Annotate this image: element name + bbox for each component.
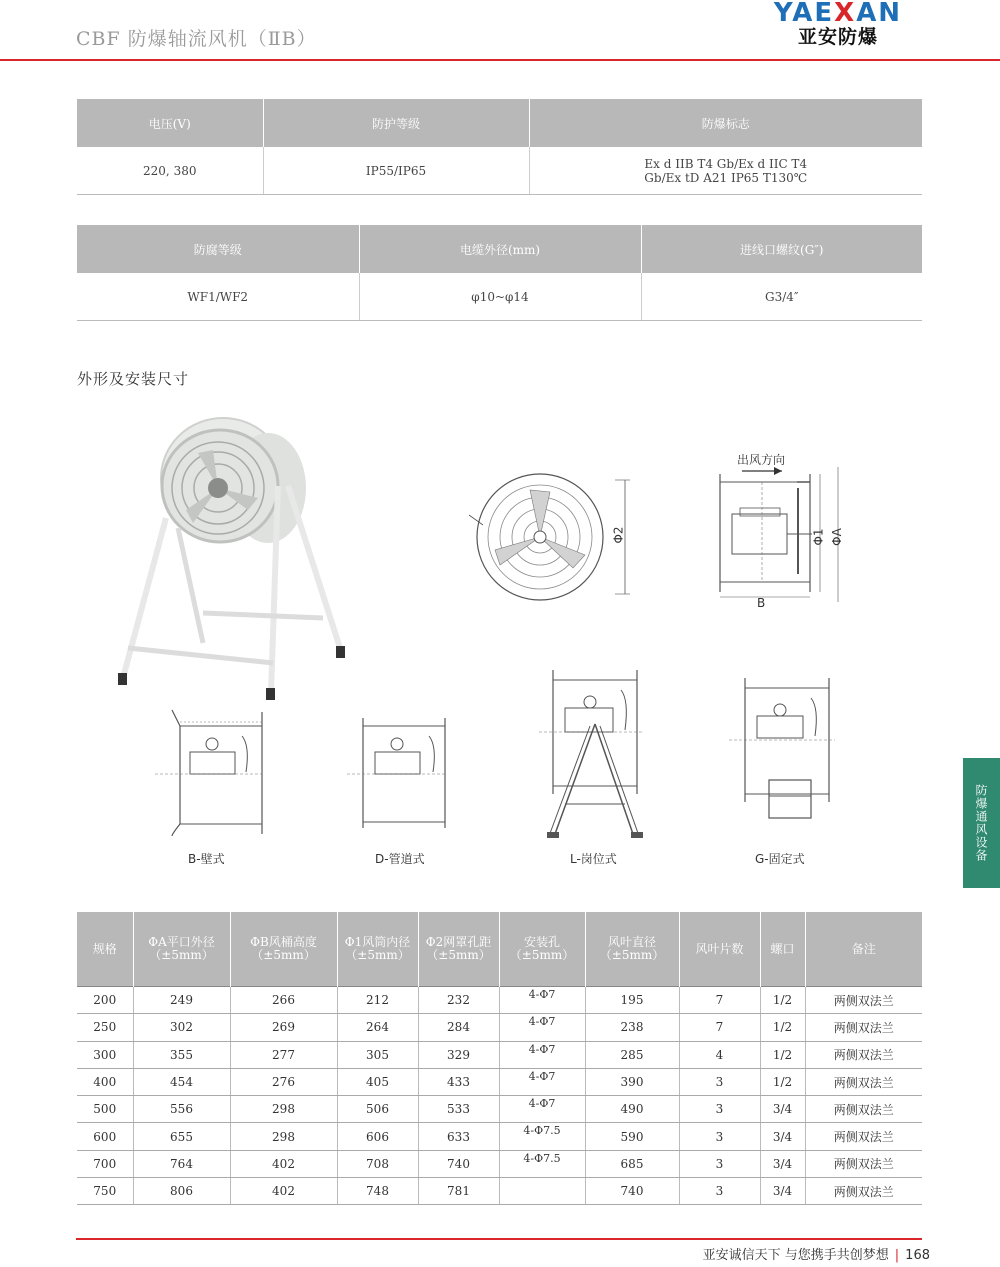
- table-cell: 454: [133, 1068, 230, 1095]
- logo-chinese-name: 亚安防爆: [797, 26, 878, 48]
- table-cell: 708: [337, 1150, 418, 1177]
- table-cell: 1/2: [760, 1068, 805, 1095]
- dims-header-8: 螺口: [760, 912, 805, 987]
- table-cell: 两侧双法兰: [805, 1096, 922, 1123]
- table-cell: 3: [679, 1150, 760, 1177]
- table-row: [77, 1178, 922, 1205]
- dimensions-table: [77, 912, 922, 1205]
- table-cell: 402: [230, 1178, 337, 1205]
- dims-header-4: Φ2网罩孔距 （±5mm）: [418, 912, 499, 987]
- spec-table-installation: [77, 225, 922, 321]
- header-voltage: 电压(V): [77, 99, 263, 147]
- table-cell: 4-Φ7.5: [499, 1150, 585, 1177]
- table-cell: 232: [418, 987, 499, 1014]
- duct-mount-drawing: [345, 712, 455, 832]
- brand-logo: [768, 0, 908, 48]
- post-mount-drawing: [535, 664, 655, 844]
- table-cell: 4: [679, 1041, 760, 1068]
- table-cell: 400: [77, 1068, 133, 1095]
- table-cell: 212: [337, 987, 418, 1014]
- table-cell: [499, 1178, 585, 1205]
- table-cell: 740: [585, 1178, 679, 1205]
- header-corrosion: 防腐等级: [77, 225, 359, 273]
- wall-mount-drawing: [150, 706, 270, 841]
- table-cell: 533: [418, 1096, 499, 1123]
- table-cell: 764: [133, 1150, 230, 1177]
- table-cell: 两侧双法兰: [805, 987, 922, 1014]
- table-cell: 329: [418, 1041, 499, 1068]
- value-thread: G3/4″: [641, 273, 922, 321]
- table-cell: 590: [585, 1123, 679, 1150]
- table-cell: 284: [418, 1014, 499, 1041]
- table-cell: 556: [133, 1096, 230, 1123]
- page-number: 168: [905, 1248, 930, 1263]
- dim-phi2: Φ2: [611, 526, 626, 544]
- footer: 亚安诚信天下 与您携手共创梦想 | 168: [702, 1248, 930, 1263]
- table-cell: 3: [679, 1123, 760, 1150]
- table-cell: 1/2: [760, 1014, 805, 1041]
- table-cell: 3/4: [760, 1096, 805, 1123]
- table-cell: 500: [77, 1096, 133, 1123]
- table-cell: 390: [585, 1068, 679, 1095]
- footer-slogan: 亚安诚信天下 与您携手共创梦想: [702, 1248, 889, 1263]
- fan-photo: [108, 408, 348, 703]
- value-voltage: 220, 380: [77, 147, 263, 195]
- dims-header-5: 安装孔 （±5mm）: [499, 912, 585, 987]
- spec-table-electrical: [77, 99, 922, 195]
- header-divider: [0, 59, 1000, 61]
- table-cell: 4-Φ7: [499, 1014, 585, 1041]
- table-cell: 200: [77, 987, 133, 1014]
- table-row: [77, 1150, 922, 1177]
- table-cell: 3: [679, 1178, 760, 1205]
- table-cell: 1/2: [760, 987, 805, 1014]
- table-cell: 3: [679, 1096, 760, 1123]
- table-cell: 506: [337, 1096, 418, 1123]
- dims-header-6: 风叶直径 （±5mm）: [585, 912, 679, 987]
- front-view-drawing: [465, 470, 635, 610]
- table-cell: 600: [77, 1123, 133, 1150]
- table-cell: 250: [77, 1014, 133, 1041]
- table-cell: 700: [77, 1150, 133, 1177]
- table-cell: 355: [133, 1041, 230, 1068]
- table-cell: 285: [585, 1041, 679, 1068]
- table-cell: 两侧双法兰: [805, 1150, 922, 1177]
- page-title: CBF 防爆轴流风机（ⅡB）: [76, 28, 317, 50]
- table-cell: 655: [133, 1123, 230, 1150]
- table-cell: 4-Φ7: [499, 1096, 585, 1123]
- table-cell: 3: [679, 1068, 760, 1095]
- logo-wordmark: YAEXAN: [773, 0, 903, 28]
- dims-header-0: 规格: [77, 912, 133, 987]
- dim-phia: ΦA: [829, 528, 844, 546]
- table-cell: 两侧双法兰: [805, 1123, 922, 1150]
- value-cable-diameter: φ10~φ14: [359, 273, 641, 321]
- table-cell: 两侧双法兰: [805, 1041, 922, 1068]
- table-cell: 269: [230, 1014, 337, 1041]
- table-row: [77, 1014, 922, 1041]
- table-row: [77, 1041, 922, 1068]
- value-protection: IP55/IP65: [263, 147, 529, 195]
- header-cable-diameter: 电缆外径(mm): [359, 225, 641, 273]
- table-cell: 3/4: [760, 1150, 805, 1177]
- label-wall-mount: B-壁式: [188, 852, 225, 866]
- table-row: [77, 1068, 922, 1095]
- table-cell: 3/4: [760, 1123, 805, 1150]
- table-cell: 740: [418, 1150, 499, 1177]
- value-corrosion: WF1/WF2: [77, 273, 359, 321]
- header-protection: 防护等级: [263, 99, 529, 147]
- table-row: [77, 1096, 922, 1123]
- dims-header-2: ΦB风桶高度 （±5mm）: [230, 912, 337, 987]
- table-cell: 277: [230, 1041, 337, 1068]
- label-duct-mount: D-管道式: [375, 852, 425, 866]
- dims-header-9: 备注: [805, 912, 922, 987]
- table-cell: 4-Φ7: [499, 987, 585, 1014]
- table-cell: 748: [337, 1178, 418, 1205]
- table-cell: 238: [585, 1014, 679, 1041]
- table-cell: 249: [133, 987, 230, 1014]
- section-title: 外形及安装尺寸: [77, 370, 190, 388]
- table-cell: 3/4: [760, 1178, 805, 1205]
- table-cell: 4-Φ7: [499, 1041, 585, 1068]
- dims-header-3: Φ1风筒内径 （±5mm）: [337, 912, 418, 987]
- table-cell: 4-Φ7: [499, 1068, 585, 1095]
- table-cell: 606: [337, 1123, 418, 1150]
- table-cell: 7: [679, 987, 760, 1014]
- table-cell: 402: [230, 1150, 337, 1177]
- table-cell: 7: [679, 1014, 760, 1041]
- footer-divider: [76, 1238, 922, 1240]
- table-cell: 1/2: [760, 1041, 805, 1068]
- dims-header-7: 风叶片数: [679, 912, 760, 987]
- label-post-mount: L-岗位式: [570, 852, 617, 866]
- table-cell: 633: [418, 1123, 499, 1150]
- table-cell: 300: [77, 1041, 133, 1068]
- table-cell: 4-Φ7.5: [499, 1123, 585, 1150]
- table-cell: 806: [133, 1178, 230, 1205]
- table-row: [77, 987, 922, 1014]
- dim-phi1: Φ1: [811, 528, 826, 546]
- table-cell: 两侧双法兰: [805, 1178, 922, 1205]
- fixed-mount-drawing: [725, 672, 845, 822]
- table-cell: 405: [337, 1068, 418, 1095]
- table-cell: 750: [77, 1178, 133, 1205]
- table-cell: 685: [585, 1150, 679, 1177]
- table-cell: 298: [230, 1123, 337, 1150]
- air-direction-label: 出风方向: [737, 453, 786, 467]
- table-row: [77, 1123, 922, 1150]
- header-thread: 进线口螺纹(G″): [641, 225, 922, 273]
- table-cell: 298: [230, 1096, 337, 1123]
- table-cell: 781: [418, 1178, 499, 1205]
- table-cell: 264: [337, 1014, 418, 1041]
- table-cell: 276: [230, 1068, 337, 1095]
- table-cell: 两侧双法兰: [805, 1068, 922, 1095]
- table-cell: 433: [418, 1068, 499, 1095]
- table-cell: 490: [585, 1096, 679, 1123]
- table-cell: 266: [230, 987, 337, 1014]
- dims-header-1: ΦA平口外径 （±5mm）: [133, 912, 230, 987]
- table-cell: 195: [585, 987, 679, 1014]
- table-cell: 305: [337, 1041, 418, 1068]
- table-cell: 302: [133, 1014, 230, 1041]
- dim-b: B: [757, 596, 766, 610]
- value-ex-mark: Ex d IIB T4 Gb/Ex d IIC T4 Gb/Ex tD A21 IP65 T130℃: [529, 147, 922, 195]
- section-side-tab[interactable]: 防爆通风设备: [963, 758, 1000, 888]
- label-fixed-mount: G-固定式: [755, 852, 805, 866]
- header-ex-mark: 防爆标志: [529, 99, 922, 147]
- table-cell: 两侧双法兰: [805, 1014, 922, 1041]
